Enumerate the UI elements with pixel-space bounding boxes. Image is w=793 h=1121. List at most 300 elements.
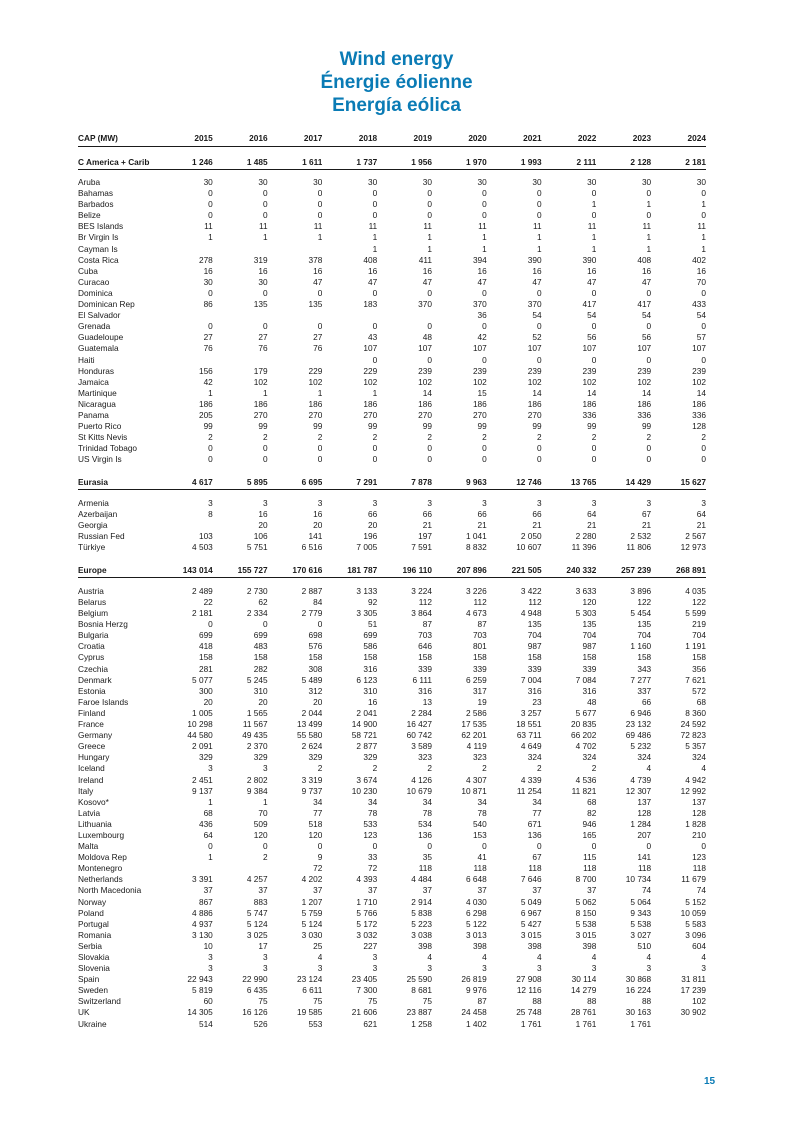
country-row-value: 70 [696, 276, 706, 287]
country-row-value: 1 [208, 232, 213, 243]
country-row-value: 1 [701, 199, 706, 210]
country-row-value: 0 [536, 454, 542, 465]
country-row-value: 2 [482, 763, 487, 774]
country-row-value: 47 [477, 276, 487, 287]
country-row [78, 874, 706, 885]
region-row-value: 1 970 [432, 155, 487, 170]
country-row-value: 3 032 [356, 929, 378, 940]
region-row-value: 9 963 [432, 475, 487, 490]
country-row-value: 281 [198, 663, 213, 674]
country-row-value: 0 [317, 841, 323, 852]
country-row-value: 66 [477, 509, 487, 520]
country-row-value: 118 [528, 863, 542, 874]
country-row-value: 3 [482, 963, 487, 974]
country-row-value: 0 [372, 841, 378, 852]
country-row-value: 27 908 [516, 974, 542, 985]
country-row-value: 704 [637, 630, 652, 641]
country-row [78, 730, 706, 741]
country-row-value: 5 838 [411, 907, 432, 918]
country-row-value: 76 [258, 343, 268, 354]
country-row-value: 158 [472, 652, 487, 663]
country-row-value: 239 [692, 365, 706, 376]
region-row-value: 7 878 [377, 475, 432, 490]
country-row-value: 324 [582, 752, 597, 763]
header-year: 2021 [487, 131, 542, 147]
country-row-value: 22 [203, 597, 213, 607]
country-row-value: 34 [313, 796, 323, 807]
country-row-value: 9 343 [630, 907, 652, 918]
country-row-value: 123 [692, 852, 706, 863]
country-row-value: 0 [208, 321, 213, 332]
country-row-value: 5 077 [192, 674, 213, 685]
country-row-value: 5 172 [356, 918, 378, 929]
country-row-value: 76 [203, 343, 213, 354]
country-row-name: Hungary [78, 752, 110, 763]
region-row-name: Europe [78, 563, 158, 578]
country-row-value [213, 244, 268, 255]
country-row-value: 0 [482, 841, 487, 852]
country-row-value: 0 [372, 354, 378, 365]
country-row-value [651, 1019, 706, 1030]
country-row-value: 4 119 [466, 741, 487, 752]
country-row-value: 0 [427, 321, 432, 332]
country-row-value: 3 133 [356, 585, 378, 596]
country-row-value: 0 [427, 841, 432, 852]
spacer-cell [78, 465, 706, 475]
country-row-value: 0 [427, 454, 432, 465]
country-row-value: 77 [532, 807, 542, 818]
country-row-value: 370 [527, 299, 542, 310]
country-row-value [158, 863, 213, 874]
country-row-value: 337 [637, 685, 652, 696]
country-row-value: 8 681 [411, 985, 432, 996]
country-row-value: 2 532 [630, 531, 652, 542]
country-row [78, 366, 706, 377]
country-row-value: 417 [582, 299, 597, 310]
country-row [78, 255, 706, 266]
country-row-name: Honduras [78, 365, 114, 376]
country-row-value: 88 [532, 996, 542, 1007]
country-row-value: 2 [536, 763, 542, 774]
country-row [78, 332, 706, 343]
country-row-value: 21 [477, 520, 487, 531]
country-row [78, 210, 706, 221]
country-row-value: 56 [641, 332, 652, 343]
country-row-value: 11 [423, 221, 432, 232]
region-row-value: 12 746 [487, 475, 542, 490]
country-row-value: 11 806 [626, 542, 652, 553]
country-row [78, 763, 706, 774]
country-row-value: 2 451 [192, 774, 213, 785]
country-row-value: 11 396 [571, 542, 597, 553]
country-row-name: Sweden [78, 985, 108, 996]
country-row-value: 11 [204, 221, 213, 232]
country-row-value: 0 [591, 841, 597, 852]
country-row-value: 572 [692, 685, 706, 696]
country-row-value: 0 [208, 443, 213, 454]
country-row-value: 3 224 [411, 585, 432, 596]
country-row-value: 2 091 [192, 741, 213, 752]
country-row-value: 1 710 [356, 896, 378, 907]
country-row-name: Dominican Rep [78, 299, 135, 310]
country-row-value: 3 864 [411, 608, 432, 619]
country-row-name: Switzerland [78, 996, 121, 1007]
country-row-value: 1 [591, 243, 597, 254]
country-row-value: 102 [363, 376, 378, 387]
country-row-value: 4 307 [466, 774, 487, 785]
country-row-value: 0 [536, 188, 542, 199]
country-row-value: 27 [313, 332, 323, 343]
country-row-value: 5 538 [630, 918, 652, 929]
country-row-value: 37 [587, 885, 597, 896]
spacer-row [78, 553, 706, 563]
country-row-value: 339 [527, 663, 542, 674]
spacer-row [78, 490, 706, 498]
country-row-value: 0 [646, 841, 652, 852]
country-row-value: 30 [258, 276, 268, 287]
country-row-value: 270 [418, 409, 432, 420]
country-row-value: 55 580 [297, 730, 323, 741]
country-row [78, 808, 706, 819]
country-row-value: 699 [253, 630, 268, 641]
country-row-value: 10 [203, 940, 213, 951]
country-row-value: 4 202 [301, 874, 323, 885]
country-row-value: 10 230 [351, 785, 378, 796]
country-row-value: 0 [427, 199, 432, 210]
country-row-value: 35 [422, 852, 432, 863]
country-row-name: Bulgaria [78, 630, 109, 641]
country-row-value: 99 [532, 421, 542, 432]
country-row-name: Italy [78, 785, 94, 796]
country-row-value: 11 [587, 221, 597, 232]
region-row-value: 1 956 [377, 155, 432, 170]
country-row-value: 21 [587, 520, 597, 531]
country-row [78, 432, 706, 443]
country-row-value: 4 393 [356, 874, 378, 885]
country-row-value: 99 [313, 421, 323, 432]
country-row-value: 5 747 [246, 907, 268, 918]
country-row-value: 75 [313, 996, 323, 1007]
country-row-value: 21 [641, 520, 652, 531]
country-row-value: 0 [536, 321, 542, 332]
country-row-value: 0 [262, 188, 268, 199]
country-row-value: 239 [582, 365, 597, 376]
country-row-value: 5 232 [630, 741, 652, 752]
country-row [78, 852, 706, 863]
country-row-value: 16 [477, 265, 487, 276]
country-row [78, 741, 706, 752]
country-row-value: 3 [262, 952, 268, 962]
country-row-value: 308 [308, 663, 323, 674]
country-row-value: 0 [482, 443, 487, 454]
country-row-value: 553 [308, 1018, 323, 1029]
country-row-value: 586 [363, 641, 378, 652]
country-row [78, 863, 706, 874]
country-row-value: 64 [696, 509, 706, 520]
country-row-value: 329 [253, 752, 268, 763]
country-row-value: 82 [587, 807, 597, 818]
country-row-value: 1 284 [630, 818, 652, 829]
country-row-value: 118 [418, 863, 432, 874]
country-row-value: 0 [701, 841, 706, 852]
country-row-value: 987 [527, 641, 542, 652]
country-row-value: 0 [536, 354, 542, 365]
country-row-value: 3 226 [466, 585, 487, 596]
country-row-value: 9 737 [301, 785, 323, 796]
table-body [78, 147, 706, 1030]
country-row [78, 421, 706, 432]
country-row-value: 339 [418, 663, 432, 674]
country-row-value: 398 [527, 940, 542, 951]
country-row-value: 3 [646, 963, 652, 974]
country-row-value: 78 [367, 807, 378, 818]
country-row-name: Moldova Rep [78, 852, 127, 863]
region-row-value: 5 895 [213, 475, 268, 490]
country-row-value: 0 [262, 841, 268, 852]
country-row-value: 411 [418, 254, 432, 265]
country-row-value: 102 [637, 376, 652, 387]
title-english: Wind energy [339, 49, 454, 70]
country-row-value: 3 [646, 497, 652, 508]
country-row-value: 3 [591, 497, 597, 508]
country-row-value: 699 [198, 630, 213, 641]
country-row-value: 310 [253, 685, 268, 696]
country-row-value: 3 013 [466, 929, 487, 940]
country-row-value: 118 [583, 863, 597, 874]
country-row-value: 2 [536, 432, 542, 443]
country-row-value: 99 [641, 421, 652, 432]
country-row-value: 5 766 [356, 907, 378, 918]
country-row-value: 378 [308, 254, 323, 265]
country-row-value: 540 [472, 818, 487, 829]
country-row-value: 2 041 [356, 707, 378, 718]
spacer-cell [78, 490, 706, 498]
country-row-value: 0 [591, 443, 597, 454]
region-row-value: 155 727 [213, 563, 268, 578]
country-row-value: 0 [317, 199, 323, 210]
country-row-value: 25 [313, 940, 323, 951]
country-row-value: 86 [203, 299, 213, 310]
country-row-value: 3 [427, 497, 432, 508]
country-row-value: 102 [472, 376, 487, 387]
country-row-value: 3 [208, 952, 213, 962]
country-row-value: 11 [368, 221, 378, 232]
region-row-value: 240 332 [542, 563, 597, 578]
header-year: 2022 [542, 131, 597, 147]
country-row-name: El Salvador [78, 310, 121, 321]
country-row-value: 122 [637, 597, 652, 607]
country-row-value: 66 [641, 696, 652, 707]
country-row [78, 454, 706, 465]
country-row-value: 123 [363, 829, 378, 840]
country-row-value: 987 [582, 641, 597, 652]
country-row-value: 20 [258, 696, 268, 707]
country-row-value: 87 [477, 619, 487, 630]
country-row-value: 6 259 [466, 674, 487, 685]
country-row-value: 1 [536, 232, 542, 243]
country-row-value: 19 [477, 696, 487, 707]
country-row-name: Lithuania [78, 818, 112, 829]
country-row-value: 15 [477, 387, 487, 398]
country-row-value: 107 [692, 343, 706, 354]
country-row-value: 3 391 [192, 874, 213, 885]
spacer-row [78, 147, 706, 155]
country-row-value: 2 567 [685, 531, 706, 542]
country-row-value: 30 [696, 177, 706, 187]
country-row-value: 604 [692, 940, 706, 951]
country-row-value: 1 041 [466, 531, 487, 542]
country-row-value: 0 [536, 210, 542, 221]
country-row-value: 135 [527, 619, 542, 630]
country-row-value: 47 [313, 276, 323, 287]
country-row-value: 0 [208, 287, 213, 298]
country-row-value: 9 976 [466, 985, 487, 996]
country-row [78, 908, 706, 919]
country-row-value: 16 [422, 265, 432, 276]
country-row-value: 186 [472, 398, 487, 409]
country-row-value: 1 005 [192, 707, 213, 718]
country-row-value: 23 405 [351, 974, 378, 985]
region-row-value: 196 110 [377, 563, 432, 578]
country-row-value: 102 [692, 996, 706, 1007]
country-row-value: 0 [372, 210, 378, 221]
country-row-value: 2 914 [411, 896, 432, 907]
country-row-value: 2 284 [411, 707, 432, 718]
country-row-value: 533 [363, 818, 378, 829]
country-row-name: Austria [78, 585, 104, 596]
country-row-value: 4 [646, 763, 652, 774]
header-year: 2020 [432, 131, 487, 147]
country-row-value: 186 [253, 398, 268, 409]
country-row-value: 2 334 [246, 608, 268, 619]
country-row-value: 3 [427, 963, 432, 974]
country-row-value: 69 486 [625, 730, 652, 741]
country-row-value: 699 [363, 630, 378, 641]
country-row-value: 47 [422, 276, 432, 287]
country-row-value: 37 [422, 885, 432, 896]
country-row-value: 4 [427, 952, 432, 962]
country-row [78, 221, 706, 232]
country-row-value: 0 [536, 443, 542, 454]
country-row-value: 4 503 [192, 542, 213, 553]
country-row-value: 3 319 [301, 774, 323, 785]
country-row-value: 5 751 [246, 542, 268, 553]
country-row-value: 270 [472, 409, 487, 420]
country-row-value: 4 [701, 763, 706, 774]
country-row-value: 107 [363, 343, 378, 354]
country-row-value: 41 [477, 852, 487, 863]
country-row-value: 42 [477, 332, 487, 343]
country-row-value: 0 [262, 321, 268, 332]
region-row-value: 1 993 [487, 155, 542, 170]
country-row-value: 0 [372, 454, 378, 465]
country-row-value: 141 [308, 531, 323, 542]
country-row-value: 5 357 [685, 741, 706, 752]
country-row-value: 30 868 [625, 974, 652, 985]
country-row-value: 37 [203, 885, 213, 896]
country-row-value: 0 [646, 354, 652, 365]
country-row-value: 21 [532, 520, 542, 531]
country-row-value: 37 [313, 885, 323, 896]
country-row-value: 64 [203, 829, 213, 840]
country-row-value: 72 823 [680, 730, 706, 741]
country-row-name: Aruba [78, 177, 101, 187]
country-row [78, 919, 706, 930]
country-row-value: 16 [313, 509, 323, 520]
country-row-value: 336 [637, 409, 652, 420]
country-row-value: 5 152 [685, 896, 706, 907]
region-row-value: 2 128 [596, 155, 651, 170]
country-row-value: 8 360 [685, 707, 706, 718]
country-row-name: Belarus [78, 597, 107, 607]
country-row-value: 102 [527, 376, 542, 387]
country-row-value: 158 [363, 652, 378, 663]
country-row-name: Croatia [78, 641, 105, 652]
country-row-value: 54 [641, 310, 652, 321]
country-row-name: Slovenia [78, 963, 110, 974]
country-row-name: Grenada [78, 321, 111, 332]
country-row-value: 5 303 [575, 608, 597, 619]
country-row-value: 0 [262, 199, 268, 210]
country-row-value: 77 [313, 807, 323, 818]
country-row-value: 0 [427, 354, 432, 365]
country-row-name: Ireland [78, 774, 104, 785]
country-row-value: 0 [646, 321, 652, 332]
country-row-name: St Kitts Nevis [78, 432, 128, 443]
country-row-value: 2 181 [192, 608, 213, 619]
country-row [78, 377, 706, 388]
country-row-value: 1 [536, 243, 542, 254]
country-row-value: 43 [367, 332, 378, 343]
country-row-value: 3 038 [411, 929, 432, 940]
country-row [78, 399, 706, 410]
country-row-value: 136 [418, 829, 432, 840]
country-row-value: 219 [692, 619, 706, 630]
country-row-value: 4 484 [411, 874, 432, 885]
country-row-value: 408 [637, 254, 652, 265]
country-row-value: 16 [641, 265, 652, 276]
country-row-value: 13 499 [297, 719, 323, 730]
country-row-value: 37 [477, 885, 487, 896]
country-row-value: 210 [692, 829, 706, 840]
header-year: 2018 [322, 131, 377, 147]
country-row-value: 4 702 [575, 741, 597, 752]
country-row [78, 1019, 706, 1030]
country-row-value: 11 254 [516, 785, 542, 796]
country-row-value: 30 [477, 177, 487, 187]
country-row-name: Azerbaijan [78, 509, 118, 520]
region-row-name: C America + Carib [78, 155, 158, 170]
country-row-name: Kosovo* [78, 796, 109, 807]
country-row-value: 7 621 [685, 674, 706, 685]
country-row-value: 99 [203, 421, 213, 432]
country-row-value: 14 [696, 387, 706, 398]
spacer-row [78, 578, 706, 586]
country-row-value: 99 [258, 421, 268, 432]
country-row-value: 418 [198, 641, 213, 652]
country-row-value: 3 [701, 963, 706, 974]
country-row-value: 9 137 [192, 785, 213, 796]
country-row-value: 11 679 [681, 874, 706, 885]
country-row-value: 300 [198, 685, 213, 696]
country-row-value: 0 [482, 210, 487, 221]
country-row-value: 0 [317, 210, 323, 221]
country-row-name: Guatemala [78, 343, 119, 354]
country-row-value: 75 [422, 996, 432, 1007]
country-row-value: 3 130 [192, 929, 213, 940]
country-row-value: 1 [208, 796, 213, 807]
country-row-value: 74 [696, 885, 706, 896]
